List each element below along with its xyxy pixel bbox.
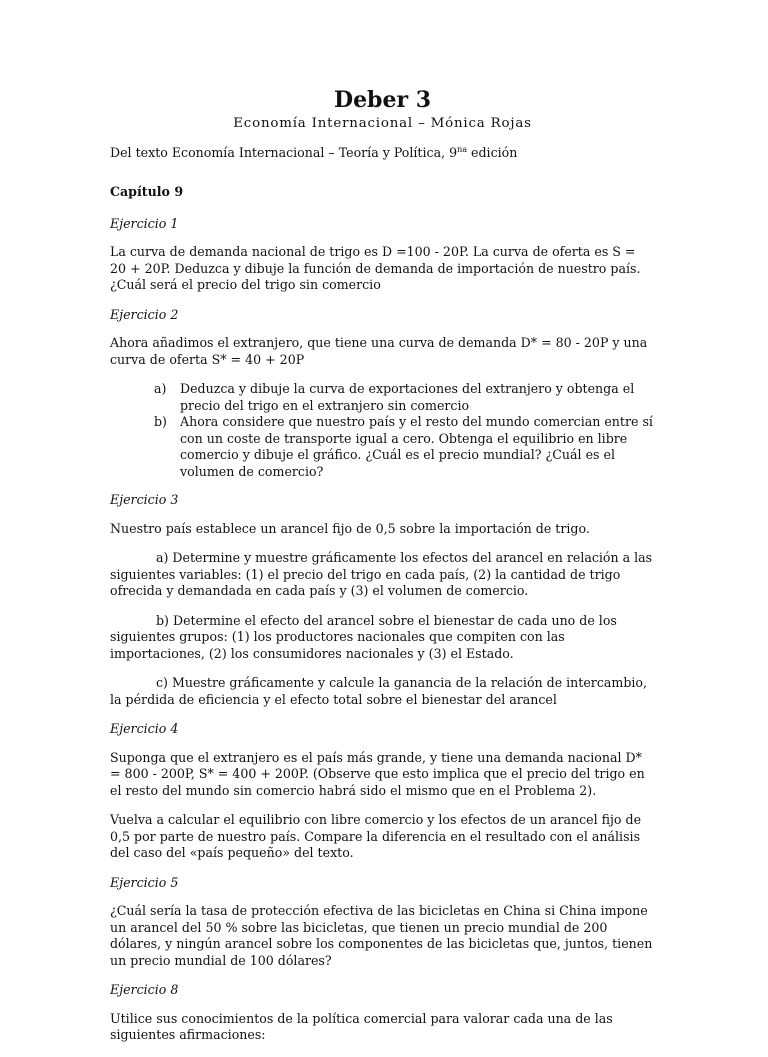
exercise-3-part-c: c) Muestre gráficamente y calcule la ganancia de la relación de intercambio, la pérdida de eficiencia y el efecto total sobre el bienestar del arancel (110, 675, 648, 707)
source-text: Del texto Economía Internacional – Teoría y Política, 9 (110, 144, 458, 160)
list-marker: b) (154, 414, 167, 429)
exercise-5-text: ¿Cuál sería la tasa de protección efectiva de las bicicletas en China si China impone un arancel del 50 % sobre las bicicletas, que tienen un precio mundial de 200 dólares, y ningún arancel sobre los componentes de las bicicletas que, juntos, tienen un precio mundial de 100 dólares? (110, 903, 653, 968)
exercise-1-heading: Ejercicio 1 (110, 215, 179, 231)
exercise-4-text-2: Vuelva a calcular el equilibrio con libre comercio y los efectos de un arancel fijo de 0,5 por parte de nuestro país. Compare la diferencia en el resultado con el análisis del caso del «país pequeño» del texto. (110, 812, 642, 860)
exercise-3-part-a: a) Determine y muestre gráficamente los efectos del arancel en relación a las siguientes variables: (1) el precio del trigo en cada país, (2) la cantidad de trigo ofrecida y demandada en cada país y (3) el volumen de comercio. (110, 550, 653, 598)
exercise-8-heading: Ejercicio 8 (110, 982, 179, 997)
source-suffix: edición (467, 144, 518, 160)
list-item (110, 414, 655, 480)
exercise-4-heading: Ejercicio 4 (110, 721, 179, 736)
list-item-text: Ahora considere que nuestro país y el resto del mundo comercian entre sí con un coste de transporte igual a cero. Obtenga el equilibrio en libre comercio y dibuje el gráfico. ¿Cuál es el precio mundial? ¿Cuál es el volumen de comercio? (180, 414, 653, 479)
exercise-4-text: Suponga que el extranjero es el país más grande, y tiene una demanda nacional D* = 800 - 200P, S* = 400 + 200P. (Observe que esto implica que el precio del trigo en el resto del mundo sin comercio habrá sido el mismo que en el Problema 2). (110, 749, 645, 798)
list-marker: a) (154, 381, 167, 396)
chapter-heading: Capítulo 9 (110, 184, 184, 199)
exercise-2-heading: Ejercicio 2 (110, 306, 179, 322)
document-title: Deber 3 (333, 87, 431, 113)
document-subtitle: Economía Internacional – Mónica Rojas (233, 116, 532, 131)
list-item (110, 381, 655, 414)
source-line (110, 145, 655, 162)
exercise-2-text: Ahora añadimos el extranjero, que tiene una curva de demanda D* = 80 - 20P y una curva de oferta S* = 40 + 20P (110, 335, 648, 367)
exercise-5-heading: Ejercicio 5 (110, 874, 179, 890)
list-item-text: Deduzca y dibuje la curva de exportaciones del extranjero y obtenga el precio del trigo en el extranjero sin comercio (180, 381, 635, 413)
exercise-3-part-b: b) Determine el efecto del arancel sobre el bienestar de cada uno de los siguientes grupos: (1) los productores nacionales que compiten con las importaciones, (2) los consumidores nacionales y (3) el Estado. (110, 612, 617, 661)
document-body (110, 86, 655, 1057)
exercise-3-text: Nuestro país establece un arancel fijo de 0,5 sobre la importación de trigo. (110, 520, 590, 536)
exercise-2-list (110, 381, 655, 480)
exercise-1-text: La curva de demanda nacional de trigo es D =100 - 20P. La curva de oferta es S = 20 + 20P. Deduzca y dibuje la función de demanda de importación de nuestro país. ¿Cuál será el precio del trigo sin comercio (110, 244, 641, 292)
exercise-8-text: Utilice sus conocimientos de la política comercial para valorar cada una de las siguientes afirmaciones: (110, 1010, 613, 1042)
exercise-3-heading: Ejercicio 3 (110, 492, 179, 507)
edition-superscript: na (457, 144, 468, 154)
